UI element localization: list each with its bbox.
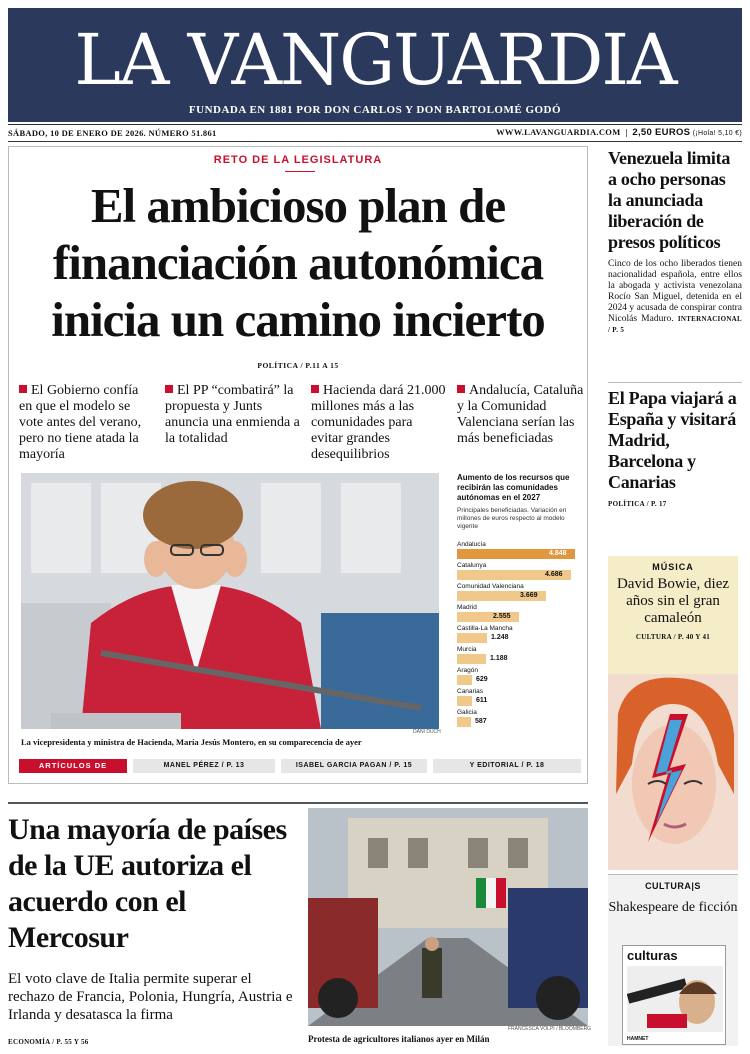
chart-bar-item xyxy=(457,688,579,710)
chart-category-label: Catalunya xyxy=(457,562,487,569)
music-title[interactable]: David Bowie, diez años sin el gran camaleón xyxy=(616,576,730,626)
articles-bar xyxy=(19,759,581,773)
bullet-text: Hacienda dará 21.000 millones más a las comunidades para evitar grandes desequilibrios xyxy=(311,383,446,462)
financing-chart xyxy=(457,473,579,753)
chart-category-label: Galicia xyxy=(457,709,477,716)
chart-bar-item xyxy=(457,562,579,584)
chart-bar-item xyxy=(457,709,579,731)
section-reference: POLÍTICA / P. 17 xyxy=(608,500,667,508)
headline-line: El ambicioso plan de xyxy=(90,178,506,233)
cover-masthead: culturas xyxy=(627,948,678,963)
chart-value-label: 611 xyxy=(476,697,488,704)
chart-value-label: 629 xyxy=(476,676,488,683)
eu-deck: El voto clave de Italia permite superar el rechazo de Francia, Polonia, Hungría, Austria e Irlanda y desatasca la firma xyxy=(8,971,293,1023)
chart-value-label: 3.669 xyxy=(520,592,538,599)
photo-caption: La vicepresidenta y ministra de Hacienda, María Jesús Montero, en su comparecencia de ayer xyxy=(21,737,362,747)
venezuela-story[interactable] xyxy=(608,148,742,336)
supplement-cover[interactable] xyxy=(622,945,726,1045)
divider xyxy=(8,124,742,125)
dateline xyxy=(8,126,742,140)
cover-footer: HAMNET xyxy=(627,1036,649,1042)
chart-value-label: 1.188 xyxy=(490,655,508,662)
kicker-underline xyxy=(285,171,315,172)
chart-bar xyxy=(457,654,486,664)
chart-value-label: 1.248 xyxy=(491,634,509,641)
main-story[interactable] xyxy=(8,146,588,784)
chart-bar xyxy=(457,675,472,685)
masthead xyxy=(8,8,742,122)
cover-illustration xyxy=(627,966,723,1032)
issue-date: SÁBADO, 10 DE ENERO DE 2026. NÚMERO 51.861 xyxy=(8,128,217,138)
bullet-item xyxy=(19,383,154,463)
photo-caption: Protesta de agricultores italianos ayer en Milán xyxy=(308,1034,490,1044)
chart-bar xyxy=(457,696,472,706)
article-link[interactable]: Y EDITORIAL / P. 18 xyxy=(433,759,581,773)
website-link[interactable]: WWW.LAVANGUARDIA.COM xyxy=(496,127,621,137)
montero-photo[interactable] xyxy=(21,473,439,729)
chart-bar-item xyxy=(457,583,579,605)
venezuela-body-text: Cinco de los ocho liberados tienen nacionalidad española, entre ellos la abogada y activista venezolana Rocío San Miguel, detenida en el 2024 y acusada de conspirar contra Nicolás Maduro. xyxy=(608,259,742,324)
articles-label: ARTÍCULOS DE xyxy=(19,759,127,773)
section-reference: ECONOMÍA / P. 55 Y 56 xyxy=(8,1038,89,1046)
photo-illustration xyxy=(21,473,439,729)
chart-value-label: 4.848 xyxy=(549,550,567,557)
bullet-text: Andalucía, Cataluña y la Comunidad Valenciana serían las más beneficiadas xyxy=(457,383,584,446)
bullet-item xyxy=(165,383,300,447)
headline-line: inicia un camino incierto xyxy=(51,292,545,347)
bullet-list xyxy=(19,383,584,467)
chart-title: Aumento de los recursos que recibirán las comunidades autónomas en el 2027 xyxy=(457,473,570,502)
chart-category-label: Murcia xyxy=(457,646,477,653)
bullet-square-icon xyxy=(457,385,465,393)
divider xyxy=(8,802,588,804)
chart-value-label: 2.555 xyxy=(493,613,511,620)
chart-bar-item xyxy=(457,646,579,668)
bowie-illustration xyxy=(608,674,738,870)
chart-bar-item xyxy=(457,625,579,647)
chart-bar-item xyxy=(457,541,579,563)
photo-credit: FRANCESCA VOLPI / BLOOMBERG xyxy=(508,1026,592,1032)
music-teaser[interactable] xyxy=(608,556,738,674)
headline-line: financiación autonómica xyxy=(52,235,544,290)
price-extra: (¡Hola! 5,10 €) xyxy=(692,130,742,137)
story-kicker: RETO DE LA LEGISLATURA xyxy=(213,154,383,166)
chart-value-label: 587 xyxy=(475,718,487,725)
chart-bar xyxy=(457,717,471,727)
papa-headline[interactable]: El Papa viajará a España y visitará Madrid, Barcelona y Canarias xyxy=(608,388,737,492)
bullet-square-icon xyxy=(19,385,27,393)
bullet-item xyxy=(311,383,446,463)
divider xyxy=(608,382,742,383)
chart-bar-item xyxy=(457,604,579,626)
chart-category-label: Castilla-La Mancha xyxy=(457,625,513,632)
chart-value-label: 4.686 xyxy=(545,571,563,578)
price-block: WWW.LAVANGUARDIA.COM | 2,50 EUROS (¡Hola! 5,10 €) xyxy=(496,127,742,138)
farmers-illustration xyxy=(308,808,588,1026)
section-reference: CULTURA / P. 40 Y 41 xyxy=(635,633,711,641)
cultura-title[interactable]: Shakespeare de ficción xyxy=(608,900,738,915)
chart-bar-item xyxy=(457,667,579,689)
chart-category-label: Madrid xyxy=(457,604,477,611)
papa-story[interactable] xyxy=(608,388,742,510)
eu-headline[interactable]: Una mayoría de países de la UE autoriza el acuerdo con el Mercosur xyxy=(8,813,287,954)
bowie-photo[interactable] xyxy=(608,674,738,870)
cultura-teaser[interactable] xyxy=(608,874,738,1046)
article-link[interactable]: ISABEL GARCIA PAGAN / P. 15 xyxy=(281,759,427,773)
newspaper-logo[interactable]: LA VANGUARDIA xyxy=(74,19,676,101)
venezuela-headline[interactable]: Venezuela limita a ocho personas la anunciada liberación de presos políticos xyxy=(608,148,731,252)
chart-category-label: Canarias xyxy=(457,688,484,695)
section-reference: INTERNACIONAL / P. 5 xyxy=(608,315,742,334)
section-reference: POLÍTICA / P.11 A 15 xyxy=(257,361,339,370)
bullet-text: El Gobierno confía en que el modelo se vote antes del verano, pero no tiene atada la mayoría xyxy=(19,383,142,462)
chart-category-label: Andalucía xyxy=(457,541,486,548)
chart-subtitle: Principales beneficiadas. Variación en millones de euros respecto al modelo vigente xyxy=(457,507,567,530)
founded-line: FUNDADA EN 1881 POR DON CARLOS Y DON BARTOLOMÉ GODÓ xyxy=(188,104,562,116)
bullet-item xyxy=(457,383,592,447)
chart-category-label: Comunidad Valenciana xyxy=(457,583,524,590)
photo-credit: DANI DUCH xyxy=(413,729,441,735)
cultura-tag: CULTURA|S xyxy=(645,881,701,891)
price: 2,50 EUROS xyxy=(632,127,691,138)
music-tag: MÚSICA xyxy=(652,562,694,572)
bullet-text: El PP “combatirá” la propuesta y Junts anuncia una enmienda a la totalidad xyxy=(165,383,300,446)
article-link[interactable]: MANEL PÉREZ / P. 13 xyxy=(133,759,275,773)
chart-category-label: Aragón xyxy=(457,667,478,674)
divider xyxy=(8,141,742,142)
bullet-square-icon xyxy=(311,385,319,393)
venezuela-body xyxy=(608,259,742,336)
bullet-square-icon xyxy=(165,385,173,393)
main-headline[interactable] xyxy=(15,177,581,348)
chart-bar xyxy=(457,633,487,643)
farmers-photo[interactable] xyxy=(308,808,588,1026)
